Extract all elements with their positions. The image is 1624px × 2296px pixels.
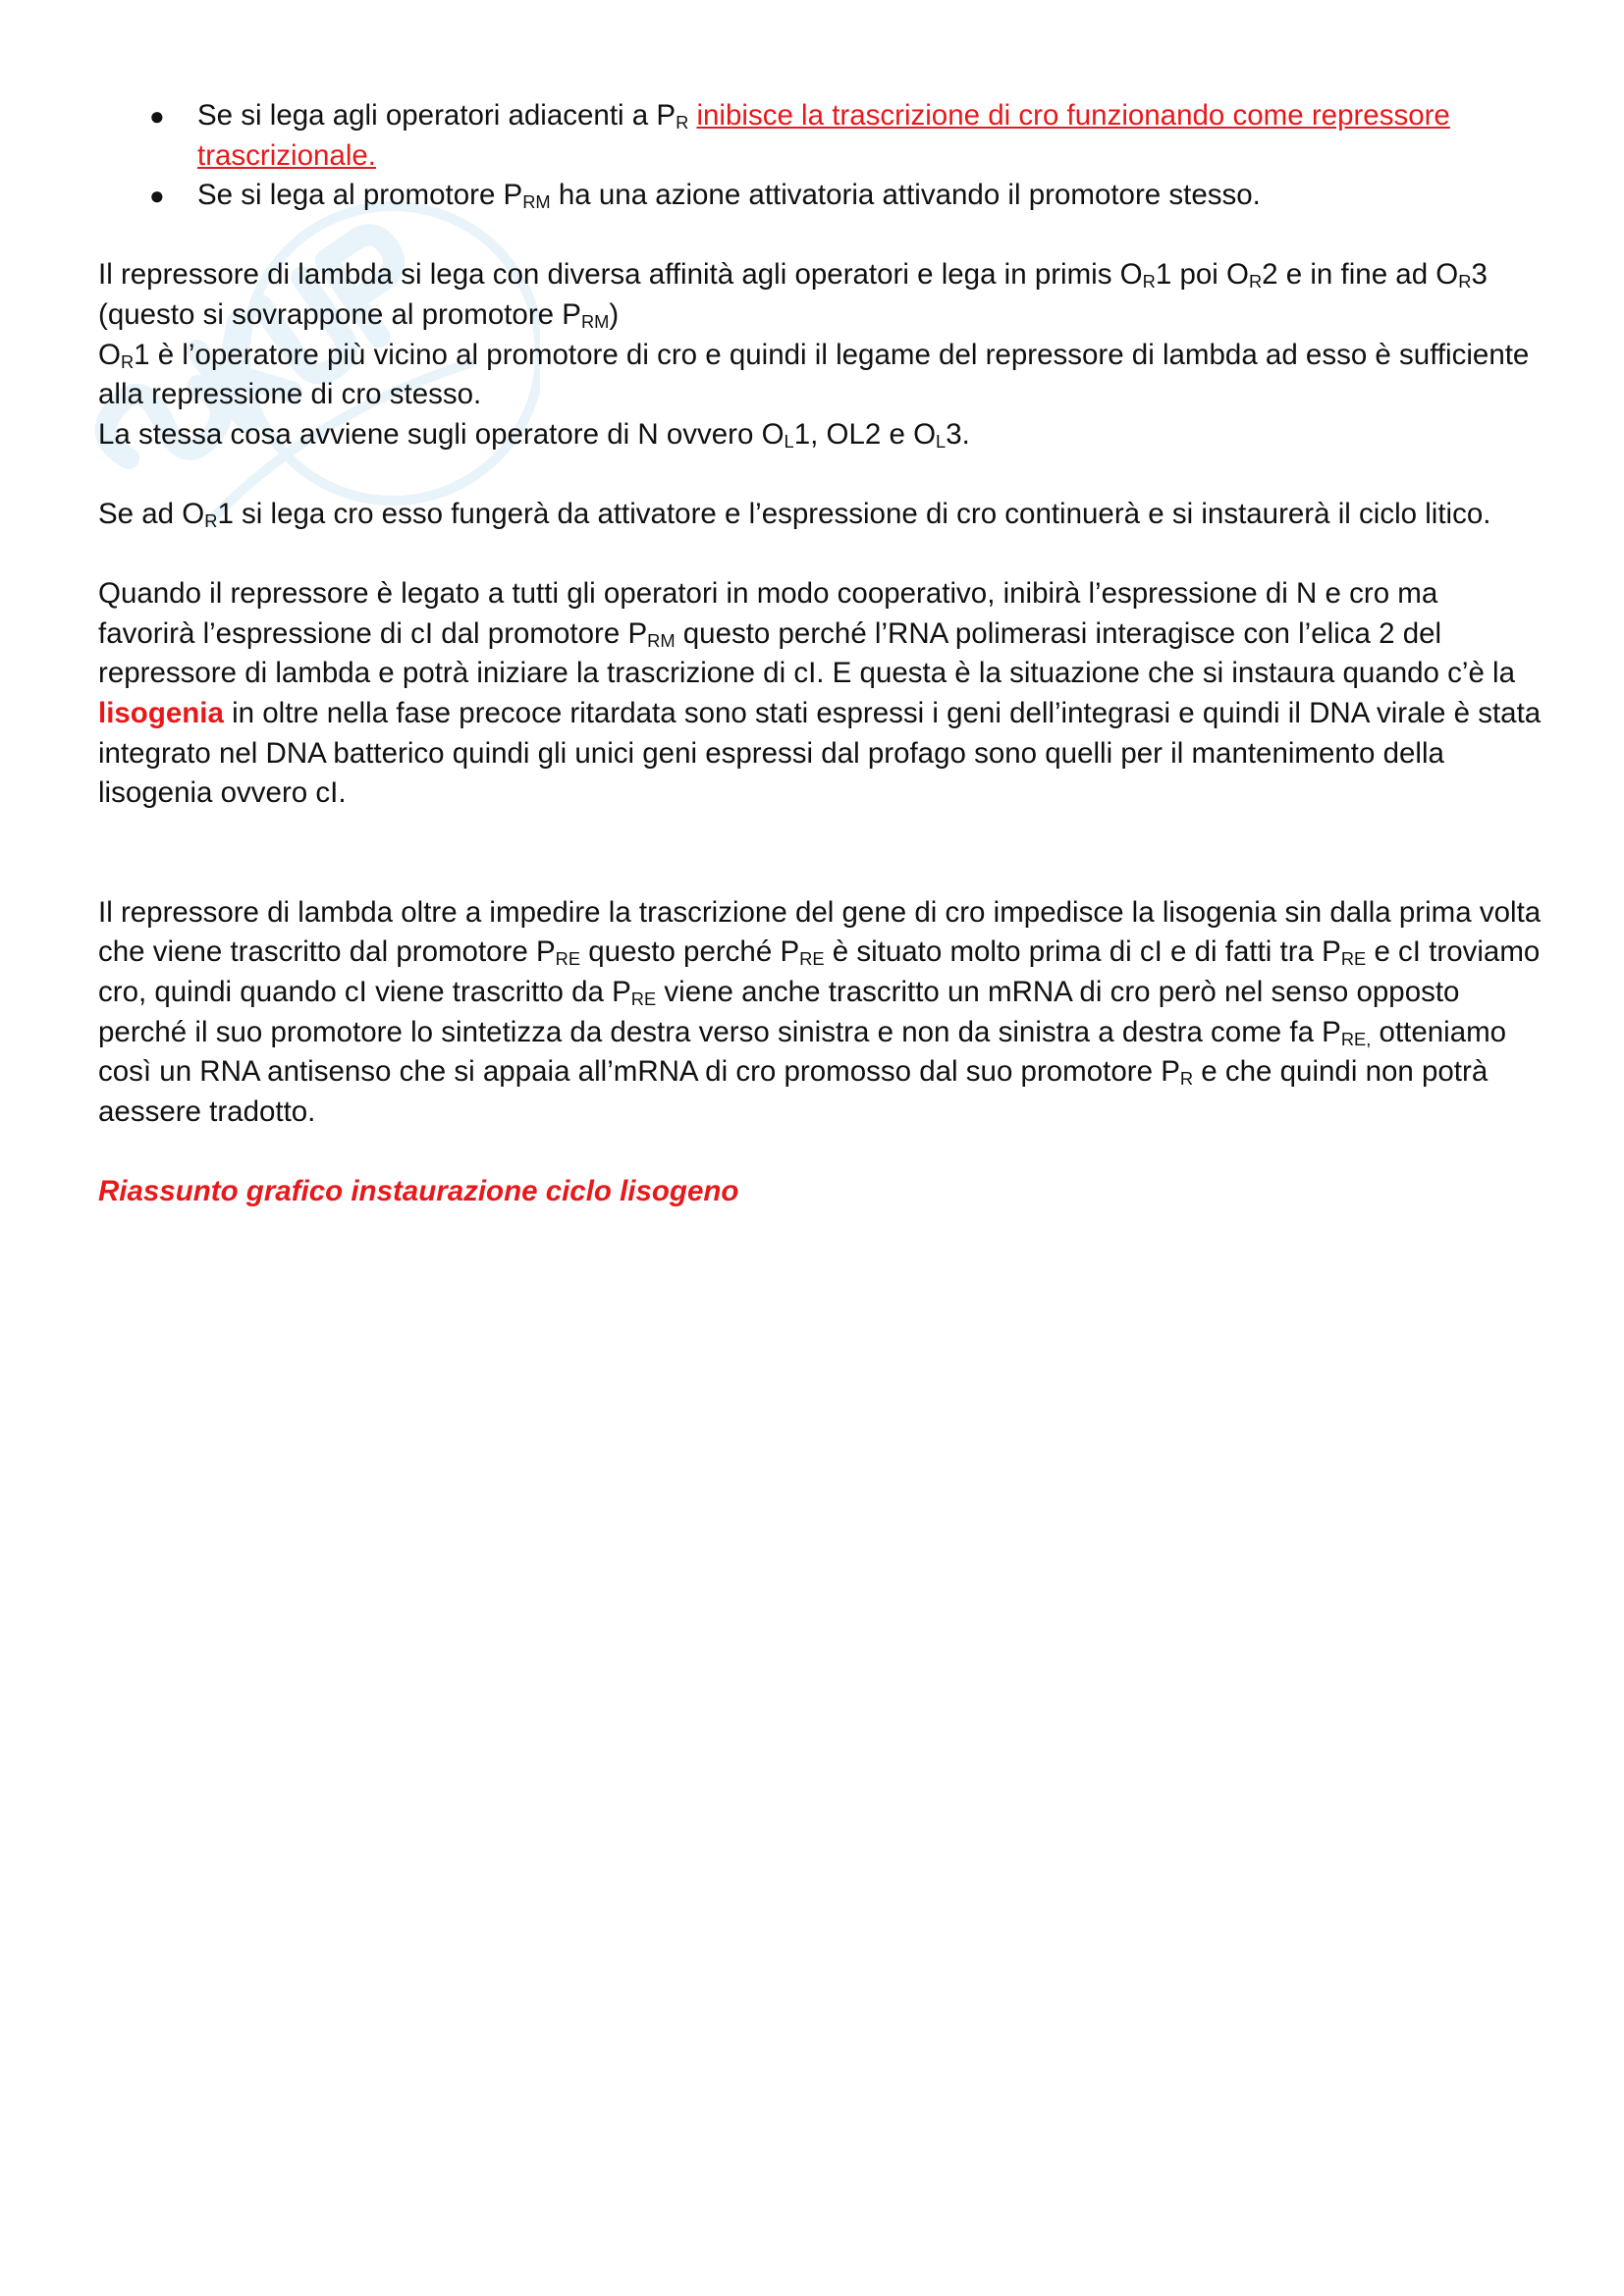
paragraph: Il repressore di lambda si lega con diversa affinità agli operatori e lega in primis $O_R1$ poi $O_R2$ e in fine ad $O_R3$ (questo si sovrappone al promotore $P_{RM}$) xyxy=(98,258,1488,332)
paragraph: Il repressore di lambda oltre a impedire la trascrizione del gene di cro impedisce la lisogenia sin dalla prima volta che viene trascritto dal promotore $P_{RE}$ questo perché $P_{RE}$ è situato molto prima di cI e di fatti tra $P_{RE}$ e cI troviamo cro, quindi quando cI viene trascritto da $P_{RE}$ viene anche trascritto un mRNA di cro però nel senso opposto perché il suo promotore lo sintetizza da destra verso sinistra e non da sinistra a destra come fa $P_{RE,}$ otteniamo così un RNA antisenso che si appaia all’mRNA di cro promosso dal suo promotore $P_R$ e che quindi non potrà aessere tradotto. xyxy=(98,895,1542,1128)
bullet-icon: ● xyxy=(149,181,165,211)
keyword-lisogenia: lisogenia xyxy=(98,696,224,729)
document-body xyxy=(98,96,1542,1212)
bullet-icon: ● xyxy=(149,101,165,131)
bullet-list xyxy=(98,96,1542,216)
list-item: ● Se si lega al promotore $P_{RM}$ ha una azione attivatoria attivando il promotore stesso. xyxy=(98,176,1542,216)
section-heading: Riassunto grafico instaurazione ciclo lisogeno xyxy=(98,1175,739,1208)
paragraph: $O_R1$ è l’operatore più vicino al promotore di cro e quindi il legame del repressore di lambda ad esso è sufficiente alla repressione di cro stesso. xyxy=(98,338,1530,411)
list-item: ● Se si lega agli operatori adiacenti a $P_R$ inibisce la trascrizione di cro funzionando come repressore trascrizionale. xyxy=(98,96,1542,176)
paragraph: Quando il repressore è legato a tutti gli operatori in modo cooperativo, inibirà l’espressione di N e cro ma favorirà l’espressione di cI dal promotore $P_{RM}$ questo perché l’RNA polimerasi interagisce con l’elica 2 del repressore di lambda e potrà iniziare la trascrizione di cI. E questa è la situazione che si instaura quando c’è la lisogenia in oltre nella fase precoce ritardata sono stati espressi i geni dell’integrasi e quindi il DNA virale è stata integrato nel DNA batterico quindi gli unici geni espressi dal profago sono quelli per il mantenimento della lisogenia ovvero cI. xyxy=(98,577,1542,810)
paragraph: Se ad $O_R1$ si lega cro esso fungerà da attivatore e l’espressione di cro continuerà e si instaurerà il ciclo litico. xyxy=(98,497,1491,531)
paragraph: La stessa cosa avviene sugli operatore di N ovvero $O_L1$, OL2 e $O_L3$. xyxy=(98,417,970,452)
highlighted-text: inibisce la trascrizione di cro funzionando come repressore trascrizionale. xyxy=(197,99,1450,172)
